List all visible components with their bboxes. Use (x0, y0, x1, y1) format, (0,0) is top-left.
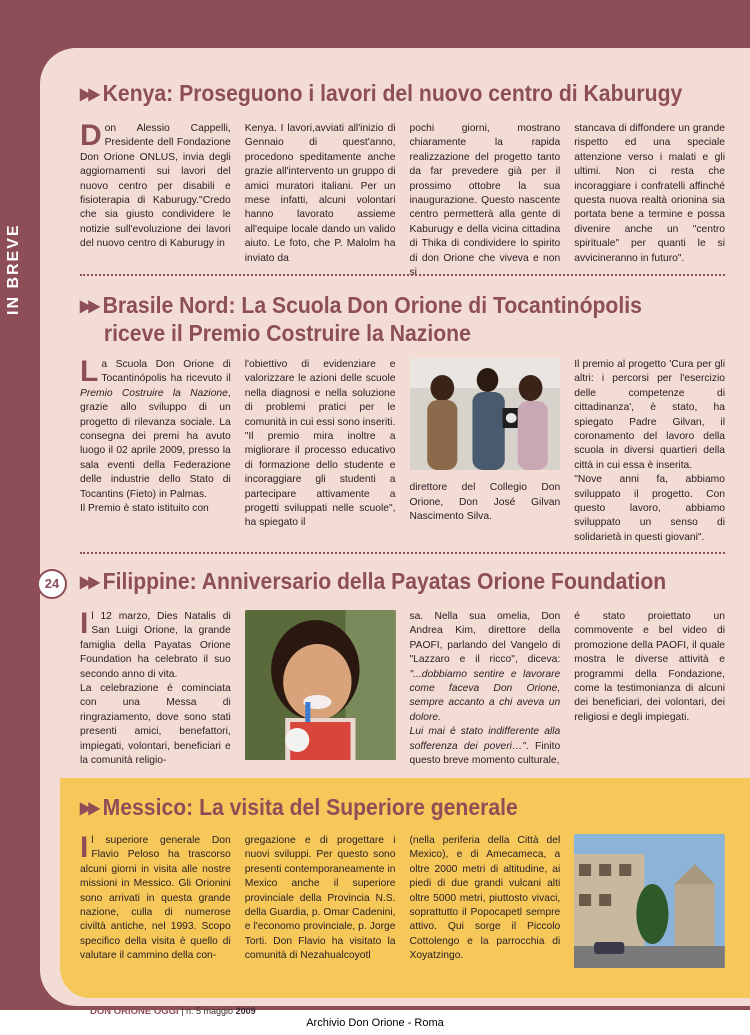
filippine-col-2 (245, 610, 396, 768)
double-arrow-icon: ▶▶ (80, 298, 98, 315)
brasile-article (80, 292, 725, 545)
brasile-title: ▶▶ Brasile Nord: La Scuola Don Orione di Tocantinópolis riceve il Premio Costruire la Nazione (80, 292, 642, 346)
double-arrow-icon: ▶▶ (80, 86, 98, 103)
award-photo (410, 358, 561, 475)
brasile-col-4: Il premio al progetto 'Cura per gli altri: i percorsi per l'esercizio delle competenze di cittadinanza', è stato, ha spiegato Padre Gilvan, il coronamento del lavoro della scuola in diversi quartieri della città in cui essa è inserita. "Nove anni fa, abbiamo sviluppato il progetto. Con questo lavoro, abbiamo sviluppato un senso di solidarietà in questi giovani". (574, 359, 725, 543)
messico-col-4 (574, 834, 725, 973)
drop-cap: D (80, 119, 102, 152)
building-photo (574, 834, 725, 973)
kenya-col-2: Kenya. I lavori,avviati all'inizio di Gennaio di quest'anno, procedono speditamente anche grazie all'intervento un gruppo di amici muratori italiani. Per un mese infatti, alcuni volontari hanno lavorato assieme all'equipe locale dando un valido aiuto. Le foto, che P. Malolm ha inviato da (244, 123, 396, 264)
divider (80, 552, 725, 554)
kenya-title: ▶▶ Kenya: Proseguono i lavori del nuovo centro di Kaburugy (80, 80, 683, 106)
filippine-article (80, 568, 725, 768)
messico-title: ▶▶ Messico: La visita del Superiore generale (80, 794, 518, 820)
double-arrow-icon: ▶▶ (80, 800, 98, 817)
child-photo (245, 610, 396, 765)
top-band (0, 0, 750, 48)
drop-cap: L (80, 355, 99, 388)
double-arrow-icon: ▶▶ (80, 574, 98, 591)
filippine-col-1: Il 12 marzo, Dies Natalis di San Luigi Orione, la grande famiglia della Payatas Orione Foundation ha celebrato il suo secondo anno di vita. La celebrazione é cominciata con una Messa di ringraziamento, dove sono stati presenti amici, benefattori, impiegati, volontari, beneficiari e la comunità religio- (80, 607, 231, 767)
brasile-col-2: l'obiettivo di evidenziare e valorizzare le azioni delle scuole nella diagnosi e nella soluzione di problemi pratici per le comunità in cui essi sono inseriti. "Il premio mira inoltre a migliorare il processo educativo di formazione dello studente e incoraggiare gli studenti a partecipare attivamente a progetti sviluppati nelle scuole", ha spiegato il (244, 359, 396, 529)
archive-caption: Archivio Don Orione - Roma (306, 1017, 444, 1029)
page-number: 24 (37, 569, 67, 599)
magazine-logo: DON ORIONE OGGI (90, 1006, 179, 1017)
kenya-col-3: pochi giorni, mostrano chiaramente la rapida realizzazione del progetto tanto da far prevedere già per il prossimo ottobre la sua inaugurazione. Questo nascente centro permetterà alla gente di Kaburugy e della vicina cittadina di Thika di condividere lo spirito di don Orione che viveva e non si (409, 123, 561, 279)
side-label: IN BREVE (5, 223, 22, 315)
side-tab (0, 215, 40, 330)
drop-cap: I (80, 607, 89, 640)
footer: DON ORIONE OGGI | n. 5 maggio 2009 (90, 1006, 256, 1017)
brasile-col-1: La Scuola Don Orione di Tocantinópolis ha ricevuto il Premio Costruire la Nazione, grazie allo sviluppo di un progetto di rilevanza sociale. La consegna dei premi ha avuto luogo il 02 aprile 2009, presso la sala eventi della Federazione delle industrie dello Stato di Tocantins (Fieto) in Palmas. Il Premio è stato istituito con (80, 355, 231, 515)
filippine-col-3: sa. Nella sua omelia, Don Andrea Kim, direttore della PAOFI, parlando del Vangelo di "Lazzaro e il ricco", diceva: "...dobbiamo sentire e lavorare come faceva Don Orione, sempre accanto a chi aveva un dolore. Lui mai é stato indifferente alla sofferenza dei poveri…". Finito questo breve momento culturale, (409, 611, 561, 767)
kenya-col-1: Don Alessio Cappelli, Presidente dell Fondazione Don Orione ONLUS, invia degli aggiornamenti sui lavori del nuovo centro per disabili e fisioterapia di Kaburugy."Credo che sia giusto condividere le notizie sull'evoluzione dei lavori del nuovo centro di Kaburugy in (80, 119, 231, 250)
filippine-title: ▶▶ Filippine: Anniversario della Payatas Orione Foundation (80, 568, 667, 594)
filippine-col-4: é stato proiettato un commovente e bel video di promozione della PAOFI, il quale mostra le diverse attività e programmi della Fondazione, come la testimonianza di alcuni dei beneficiari, dei volontari, dei religiosi e degli impiegati. (574, 611, 725, 723)
messico-col-3: (nella periferia della Città del Mexico), e di Amecameca, a oltre 2000 metri di altitudine, ai piedi di due grandi vulcani alti oltre 5000 metri, piuttosto vivaci, soprattutto il Popocapetl sempre attivo. Qui sorge il Piccolo Cottolengo e la parrocchia di Xoyatzingo. (409, 835, 561, 962)
messico-article (80, 794, 725, 973)
divider (80, 274, 725, 276)
messico-col-1: Il superiore generale Don Flavio Peloso ha trascorso alcuni giorni in visita alle nostre missioni in Messico. Gli Orionini sono arrivati in questa grande nazione, culla di numerose civiltà antiche, nel 1993. Scopo specifico della visita è quello di valutare il cammino della con- (80, 831, 231, 962)
drop-cap: I (80, 831, 89, 864)
brasile-col-3: direttore del Collegio Don Orione, Don José Gilvan Nascimento Silva. (410, 358, 561, 545)
kenya-col-4: stancava di diffondere un grande rispetto ed una speciale attenzione verso i malati e gli ultimi. Non ci resta che incoraggiare i confratelli affinché questa nuova realtà orionina sia portata bene a termine e possa divenire anche un "centro spirituale" per quanti le si avvicineranno in futuro". (574, 123, 725, 264)
kenya-article (80, 80, 725, 280)
messico-col-2: gregazione e di progettare i nuovi sviluppi. Per questo sono presenti contemporaneamente in Mexico anche il superiore provinciale della Provincia N.S. della Guardia, p. Omar Cadenini, e l'economo provinciale, p. Jorge Torti. Don Flavio ha visitato la comunità di Nezahualcoyotl (244, 835, 396, 962)
